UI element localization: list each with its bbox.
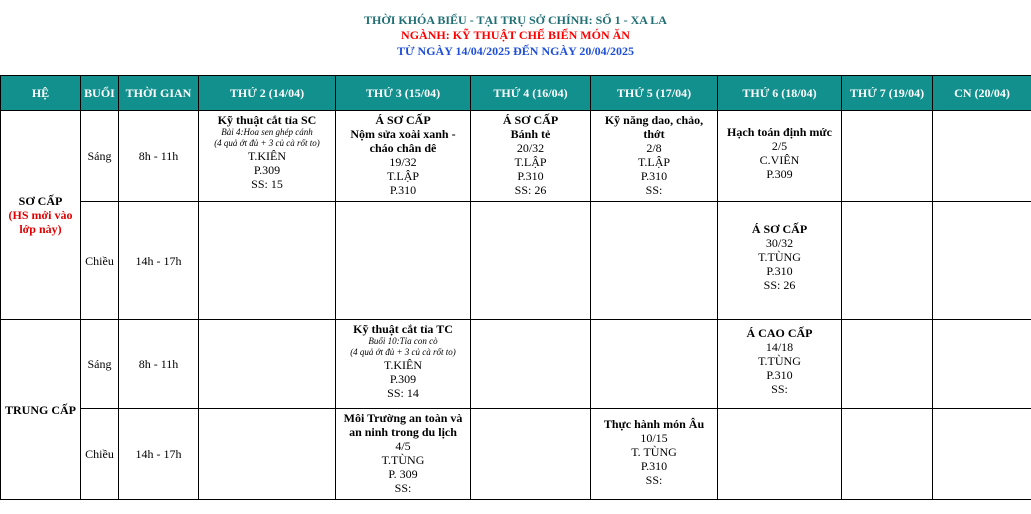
empty-cell	[471, 202, 591, 320]
empty-cell	[933, 409, 1031, 500]
empty-cell	[842, 320, 933, 409]
class-cell: Á SƠ CẤP Nộm sửa xoài xanh - cháo chân dê 19/32 T.LẬP P.310	[336, 111, 471, 202]
time-cell: 8h - 11h	[119, 111, 199, 202]
col-fri: THỨ 6 (18/04)	[718, 76, 842, 111]
date-range: TỪ NGÀY 14/04/2025 ĐẾN NGÀY 20/04/2025	[397, 44, 634, 58]
buoi-cell: Chiều	[81, 409, 119, 500]
class-cell: Môi Trường an toàn và an ninh trong du lịch 4/5 T.TÙNG P. 309 SS:	[336, 409, 471, 500]
buoi-cell: Chiều	[81, 202, 119, 320]
class-cell: Kỹ năng dao, chảo, thớt 2/8 T.LẬP P.310 SS:	[591, 111, 718, 202]
major-title: NGÀNH: KỸ THUẬT CHẾ BIẾN MÓN ĂN	[401, 28, 630, 42]
empty-cell	[842, 202, 933, 320]
empty-cell	[199, 320, 336, 409]
page-title: THỜI KHÓA BIỂU - TẠI TRỤ SỞ CHÍNH: SỐ 1 - XA LA	[364, 13, 667, 27]
col-mon: THỨ 2 (14/04)	[199, 76, 336, 111]
time-cell: 14h - 17h	[119, 409, 199, 500]
col-tue: THỨ 3 (15/04)	[336, 76, 471, 111]
class-cell: Á CAO CẤP 14/18 T.TÙNG P.310 SS:	[718, 320, 842, 409]
empty-cell	[718, 409, 842, 500]
empty-cell	[842, 409, 933, 500]
empty-cell	[933, 320, 1031, 409]
empty-cell	[842, 111, 933, 202]
buoi-cell: Sáng	[81, 111, 119, 202]
col-wed: THỨ 4 (16/04)	[471, 76, 591, 111]
time-cell: 8h - 11h	[119, 320, 199, 409]
col-he: HỆ	[1, 76, 81, 111]
empty-cell	[591, 320, 718, 409]
empty-cell	[591, 202, 718, 320]
table-row	[1, 409, 1031, 500]
class-cell: Á SƠ CẤP Bánh tẻ 20/32 T.LẬP P.310 SS: 26	[471, 111, 591, 202]
header-row	[1, 76, 1031, 111]
class-cell: Kỹ thuật cắt tỉa TC Buổi 10:Tỉa con cò (4 quả ớt đủ + 3 củ cà rốt to) T.KIÊN P.309 SS: 14	[336, 320, 471, 409]
empty-cell	[199, 202, 336, 320]
col-buoi: BUỔI	[81, 76, 119, 111]
he-so-cap: SƠ CẤP (HS mới vào lớp này)	[1, 111, 81, 320]
class-cell: Thực hành món Âu 10/15 T. TÙNG P.310 SS:	[591, 409, 718, 500]
empty-cell	[336, 202, 471, 320]
class-cell: Kỹ thuật cắt tỉa SC Bài 4:Hoa sen ghép cánh (4 quả ớt đủ + 3 củ cà rốt to) T.KIÊN P.309 SS: 15	[199, 111, 336, 202]
table-row	[1, 111, 1031, 202]
empty-cell	[199, 409, 336, 500]
timetable	[0, 75, 1031, 500]
col-sat: THỨ 7 (19/04)	[842, 76, 933, 111]
empty-cell	[471, 320, 591, 409]
table-row	[1, 320, 1031, 409]
class-cell: Hạch toán định mức 2/5 C.VIÊN P.309	[718, 111, 842, 202]
time-cell: 14h - 17h	[119, 202, 199, 320]
empty-cell	[933, 111, 1031, 202]
col-sun: CN (20/04)	[933, 76, 1031, 111]
he-trung-cap: TRUNG CẤP	[1, 320, 81, 500]
empty-cell	[471, 409, 591, 500]
col-thoi-gian: THỜI GIAN	[119, 76, 199, 111]
empty-cell	[933, 202, 1031, 320]
class-cell: Á SƠ CẤP 30/32 T.TÙNG P.310 SS: 26	[718, 202, 842, 320]
buoi-cell: Sáng	[81, 320, 119, 409]
table-row	[1, 202, 1031, 320]
col-thu: THỨ 5 (17/04)	[591, 76, 718, 111]
